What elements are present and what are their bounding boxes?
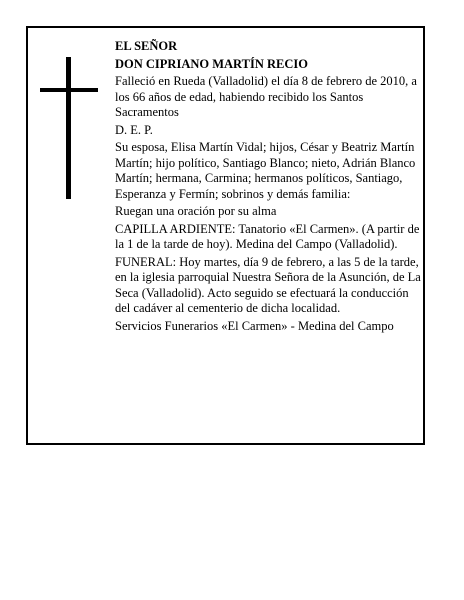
funeral-services: Servicios Funerarios «El Carmen» - Medina del Campo	[115, 318, 394, 333]
family-list: Su esposa, Elisa Martín Vidal; hijos, César y Beatriz Martín Martín; hijo político, Santiago Blanco; nieto, Adrián Blanco Martín; hermana, Carmina; hermanos políticos, Santiago, Esperanza y Fermín; sobrinos y demás familia:	[115, 140, 416, 201]
deceased-name: DON CIPRIANO MARTÍN RECIO	[115, 56, 308, 71]
cross-icon	[40, 57, 98, 199]
cross-horizontal-bar	[40, 88, 98, 92]
death-details: Falleció en Rueda (Valladolid) el día 8 de febrero de 2010, a los 66 años de edad, habiendo recibido los Santos Sacramentos	[115, 74, 417, 119]
funeral-info: FUNERAL: Hoy martes, día 9 de febrero, a las 5 de la tarde, en la iglesia parroquial Nuestra Señora de la Asunción, de La Seca (Valladolid). Acto seguido se efectuará la conducción del cadáver al cementerio de dicha localidad.	[115, 254, 421, 315]
obituary-notice	[26, 26, 425, 445]
notice-text	[115, 39, 421, 336]
chapel-info: CAPILLA ARDIENTE: Tanatorio «El Carmen». (A partir de la 1 de la tarde de hoy). Medina del Campo (Valladolid).	[115, 221, 420, 251]
prayer-request: Ruegan una oración por su alma	[115, 204, 277, 218]
cross-vertical-bar	[66, 57, 71, 199]
rip-text: D. E. P.	[115, 122, 153, 137]
title-line-1: EL SEÑOR	[115, 39, 178, 53]
